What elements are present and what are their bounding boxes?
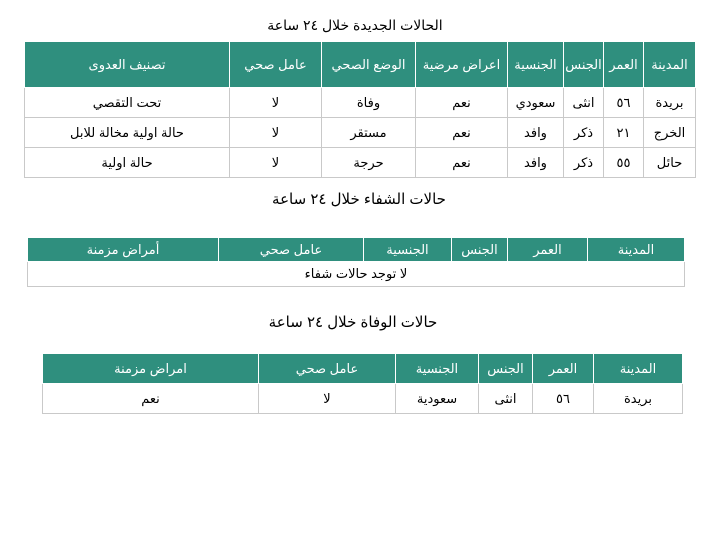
col-city: المدينة	[594, 354, 683, 384]
table-header-row	[28, 238, 685, 262]
table-row	[25, 118, 696, 148]
cell-city: حائل	[644, 148, 696, 178]
cell-age: ٥٥	[604, 148, 644, 178]
col-symptoms: اعراض مرضية	[416, 42, 508, 88]
col-nationality: الجنسية	[508, 42, 564, 88]
col-city: المدينة	[644, 42, 696, 88]
cell-infection-class: تحت التقصي	[25, 88, 230, 118]
col-age: العمر	[604, 42, 644, 88]
table-row	[43, 384, 683, 414]
table-header-row	[25, 42, 696, 88]
table-row	[28, 262, 685, 287]
cell-health-status: حرجة	[322, 148, 416, 178]
cell-health-worker: لا	[230, 88, 322, 118]
col-health-worker: عامل صحي	[219, 238, 364, 262]
cell-symptoms: نعم	[416, 118, 508, 148]
col-age: العمر	[533, 354, 594, 384]
cell-infection-class: حالة اولية مخالة للابل	[25, 118, 230, 148]
recovery-cases-title: حالات الشفاء خلال ٢٤ ساعة	[272, 191, 446, 208]
cell-gender: انثى	[479, 384, 533, 414]
col-chronic: امراض مزمنة	[43, 354, 259, 384]
table-row	[25, 88, 696, 118]
new-cases-table	[24, 41, 696, 178]
table-row	[25, 148, 696, 178]
col-health-worker: عامل صحي	[259, 354, 396, 384]
death-cases-title: حالات الوفاة خلال ٢٤ ساعة	[268, 314, 438, 331]
cell-infection-class: حالة اولية	[25, 148, 230, 178]
cell-gender: انثى	[564, 88, 604, 118]
cell-age: ٥٦	[533, 384, 594, 414]
cell-chronic: نعم	[43, 384, 259, 414]
col-gender: الجنس	[479, 354, 533, 384]
cell-nationality: سعودية	[396, 384, 479, 414]
cell-nationality: وافد	[508, 148, 564, 178]
cell-health-worker: لا	[230, 118, 322, 148]
cell-city: الخرج	[644, 118, 696, 148]
col-chronic: أمراض مزمنة	[28, 238, 219, 262]
cell-nationality: سعودي	[508, 88, 564, 118]
cell-gender: ذكر	[564, 118, 604, 148]
cell-age: ٢١	[604, 118, 644, 148]
col-nationality: الجنسية	[364, 238, 452, 262]
col-infection-class: تصنيف العدوى	[25, 42, 230, 88]
cell-health-status: وفاة	[322, 88, 416, 118]
new-cases-title: الحالات الجديدة خلال ٢٤ ساعة	[267, 17, 443, 33]
col-health-status: الوضع الصحي	[322, 42, 416, 88]
col-age: العمر	[508, 238, 588, 262]
col-health-worker: عامل صحي	[230, 42, 322, 88]
table-header-row	[43, 354, 683, 384]
col-city: المدينة	[588, 238, 685, 262]
cell-gender: ذكر	[564, 148, 604, 178]
cell-age: ٥٦	[604, 88, 644, 118]
empty-message: لا توجد حالات شفاء	[28, 262, 685, 287]
cell-health-worker: لا	[259, 384, 396, 414]
cell-health-worker: لا	[230, 148, 322, 178]
cell-city: بريدة	[594, 384, 683, 414]
cell-city: بريدة	[644, 88, 696, 118]
col-gender: الجنس	[564, 42, 604, 88]
col-nationality: الجنسية	[396, 354, 479, 384]
death-cases-table	[42, 353, 683, 414]
cell-nationality: وافد	[508, 118, 564, 148]
col-gender: الجنس	[452, 238, 508, 262]
cell-symptoms: نعم	[416, 148, 508, 178]
cell-symptoms: نعم	[416, 88, 508, 118]
recovery-cases-table	[27, 237, 685, 287]
cell-health-status: مستقر	[322, 118, 416, 148]
